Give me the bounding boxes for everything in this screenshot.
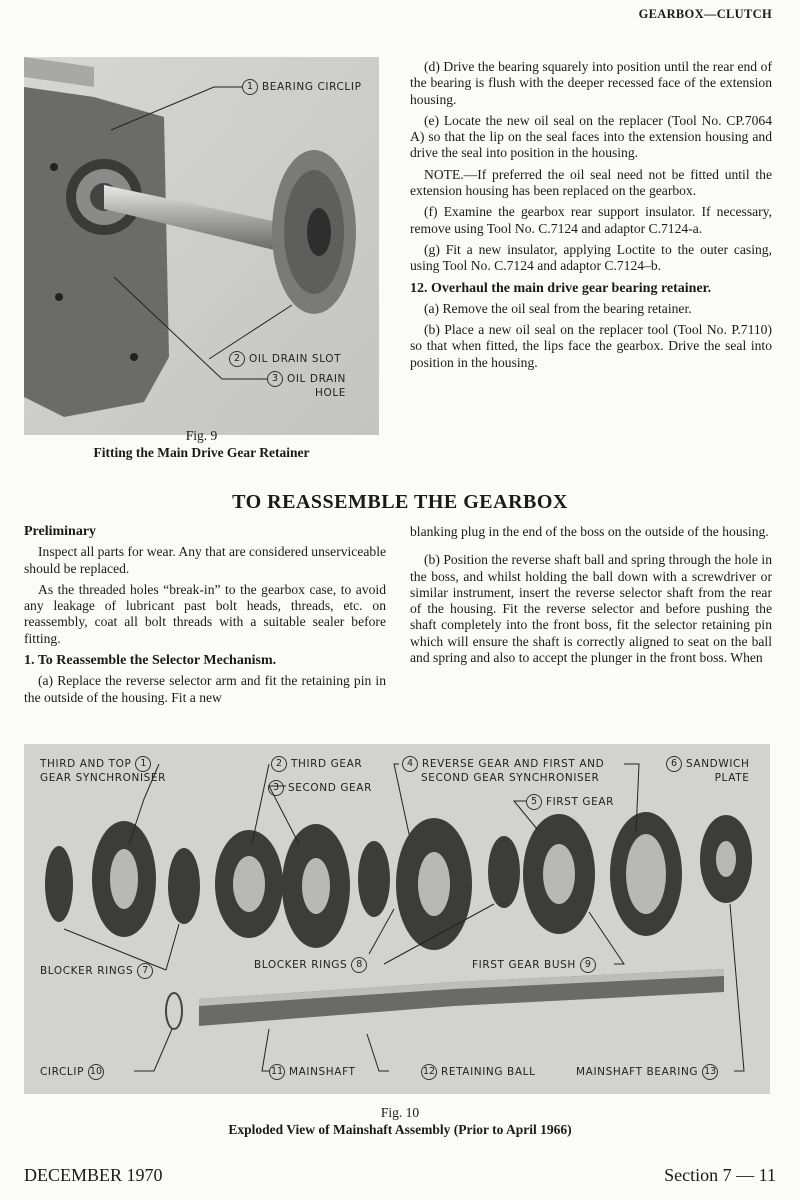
fig10-photo: [24, 744, 770, 1094]
fig10-label-12: 12 RETAINING BALL: [422, 1066, 536, 1078]
fig9-label-2: 2 OIL DRAIN SLOT: [229, 351, 341, 367]
heading-12: 12. Overhaul the main drive gear bearing retainer.: [410, 280, 712, 296]
fig10-label-5: 5 FIRST GEAR: [526, 794, 614, 810]
left-column-mid: [24, 524, 386, 711]
fig10-number: Fig. 10: [380, 1105, 420, 1120]
para-e: (e) Locate the new oil seal on the replacer (Tool No. CP.7064 A) so that the lip on the seal faces into the extension housing and drive the seal into position in the housing.: [410, 112, 772, 161]
prelim-para-2: As the threaded holes “break-in” to the gearbox case, to avoid any leakage of lubricant past bolt heads, threads, etc. on reassembly, coat all bolt threads with a suitable sealer before fitting.: [24, 581, 386, 646]
fig10-title: Exploded View of Mainshaft Assembly (Prior to April 1966): [228, 1122, 572, 1137]
fig10-label-11: 11 MAINSHAFT: [270, 1066, 356, 1078]
fig10-label-13: MAINSHAFT BEARING 13: [576, 1066, 717, 1078]
fig10-label-8: BLOCKER RINGS 8: [254, 957, 367, 973]
fig10-label-2: 2 THIRD GEAR: [271, 756, 362, 772]
fig9-title: Fitting the Main Drive Gear Retainer: [93, 445, 310, 460]
fig10-label-7: BLOCKER RINGS 7: [40, 963, 153, 979]
para-f: (f) Examine the gearbox rear support insulator. If necessary, remove using Tool No. C.7124 and adaptor C.7124-a.: [410, 204, 772, 236]
prelim-para-1: Inspect all parts for wear. Any that are considered unserviceable should be replaced.: [24, 544, 387, 576]
para-g: (g) Fit a new insulator, applying Loctite to the outer casing, using Tool No. C.7124 and adaptor C.7124–b.: [410, 241, 772, 274]
mainshaft-exploded-illustration: [24, 744, 770, 1094]
fig10-label-1: THIRD AND TOP 1 GEAR SYNCHRONISER: [40, 758, 167, 784]
note: NOTE.—If preferred the oil seal need not be fitted until the extension housing has been replaced on the gearbox.: [410, 166, 772, 199]
footer-date: DECEMBER 1970: [24, 1165, 163, 1185]
fig9-label-1: 1 BEARING CIRCLIP: [242, 79, 362, 95]
fig9-photo: [24, 57, 379, 435]
heading-preliminary: Preliminary: [24, 524, 97, 539]
running-header: GEARBOX—CLUTCH: [638, 7, 772, 21]
para-continued: blanking plug in the end of the boss on the outside of the housing.: [410, 524, 769, 539]
para-1b: (b) Position the reverse shaft ball and spring through the hole in the boss, and whilst holding the ball down with a screwdriver or similar instrument, insert the reverse selector shaft from the rear of the housing. Fit the reverse selector and before pushing the shaft completely into the front boss, fit the selector retaining pin which will ensure the shaft is correctly aligned to seat on the ball and spring and also to accept the plunger in the front boss. When: [410, 552, 772, 666]
section-title: TO REASSEMBLE THE GEARBOX: [232, 491, 568, 513]
para-d: (d) Drive the bearing squarely into position until the rear end of the bearing is flush with the deeper recessed face of the extension housing.: [410, 59, 772, 107]
fig10-label-10: CIRCLIP 10: [40, 1066, 103, 1078]
para-12b: (b) Place a new oil seal on the replacer tool (Tool No. P.7110) so that when fitted, the lips face the gearbox. Drive the seal into position in the housing.: [410, 322, 772, 370]
fig9-number: Fig. 9: [185, 428, 218, 443]
para-12a: (a) Remove the oil seal from the bearing retainer.: [424, 300, 692, 316]
fig9-caption: [24, 427, 379, 461]
fig10-caption: [0, 1104, 800, 1138]
heading-1: 1. To Reassemble the Selector Mechanism.: [24, 653, 277, 669]
fig10-label-9: FIRST GEAR BUSH 9: [472, 957, 596, 973]
para-1a: (a) Replace the reverse selector arm and fit the retaining pin in the outside of the housing. Fit a new: [24, 673, 386, 705]
footer-section: Section 7 — 11: [664, 1165, 776, 1185]
fig9-label-3: 3 OIL DRAIN HOLE: [267, 371, 346, 399]
fig10-label-6: 6 SANDWICH PLATE: [666, 756, 749, 784]
fig10-label-4: 4 REVERSE GEAR AND FIRST AND SECOND GEAR SYNCHRONISER: [402, 756, 604, 784]
right-column-top: [410, 59, 772, 376]
right-column-mid: [410, 524, 772, 671]
fig10-label-3: 3 SECOND GEAR: [268, 780, 372, 796]
